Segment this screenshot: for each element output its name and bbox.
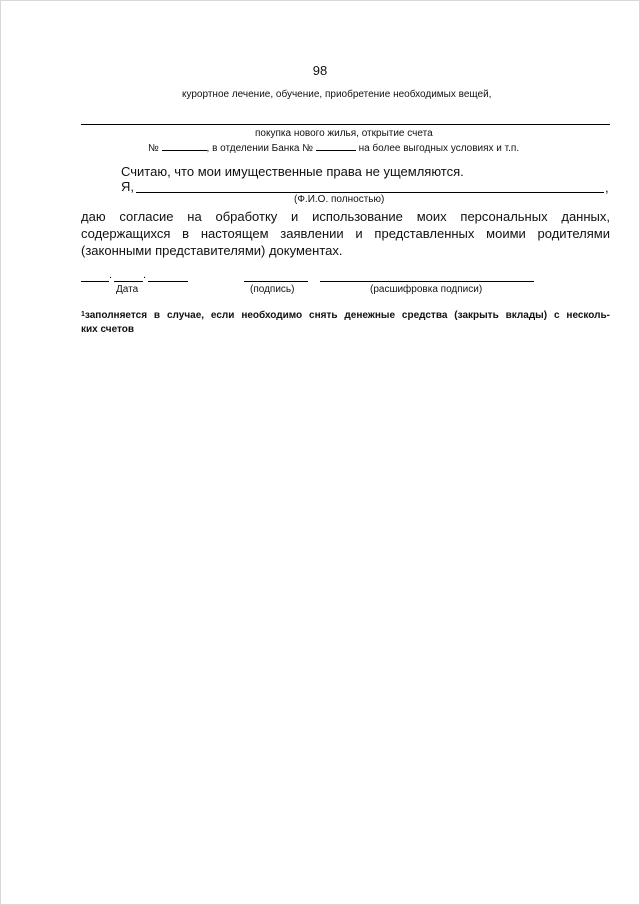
fio-comma: ,	[605, 180, 609, 195]
consent-line-3: (законными представителями) документах.	[81, 243, 343, 258]
branch-number-blank	[316, 141, 356, 151]
footnote-line-2: ких счетов	[81, 324, 135, 335]
signature-decoding-blank	[320, 281, 534, 282]
signature-blank	[244, 281, 308, 282]
bank-branch-label: , в отделении Банка №	[206, 143, 313, 154]
purpose-field-underline	[81, 124, 610, 125]
footnote-line-1	[81, 309, 610, 323]
date-year-blank	[148, 281, 188, 282]
rights-statement: Считаю, что мои имущественные права не ущемляются.	[121, 164, 464, 179]
fio-caption: (Ф.И.О. полностью)	[294, 194, 385, 205]
consent-paragraph	[81, 208, 610, 259]
consent-line-2: содержащихся в настоящем заявлении и представленных моими родителями	[81, 226, 610, 241]
purpose-line-1: курортное лечение, обучение, приобретение необходимых вещей,	[182, 89, 492, 100]
date-month-blank	[114, 281, 143, 282]
footnote-text-1: заполняется в случае, если необходимо снять денежные средства (закрыть вклады) с несколь-	[84, 310, 610, 321]
date-sep-2: .	[143, 269, 147, 281]
consent-line-1: даю согласие на обработку и использование моих персональных данных,	[81, 209, 610, 224]
footnote-mark: 1	[81, 311, 85, 318]
page-number: 98	[312, 63, 328, 78]
signature-label: (подпись)	[250, 284, 295, 295]
purpose-line-2: покупка нового жилья, открытие счета	[255, 128, 433, 139]
account-number-blank	[162, 141, 207, 151]
date-label: Дата	[116, 284, 139, 295]
better-conditions-label: на более выгодных условиях и т.п.	[358, 143, 520, 154]
fio-underline	[136, 192, 604, 193]
footnote	[81, 309, 610, 337]
purpose-line-3	[148, 141, 519, 154]
date-day-blank	[81, 281, 109, 282]
number-sign: №	[148, 143, 159, 154]
i-label: Я,	[121, 179, 134, 194]
signature-decoding-label: (расшифровка подписи)	[370, 284, 483, 295]
date-sep-1: .	[109, 269, 113, 281]
